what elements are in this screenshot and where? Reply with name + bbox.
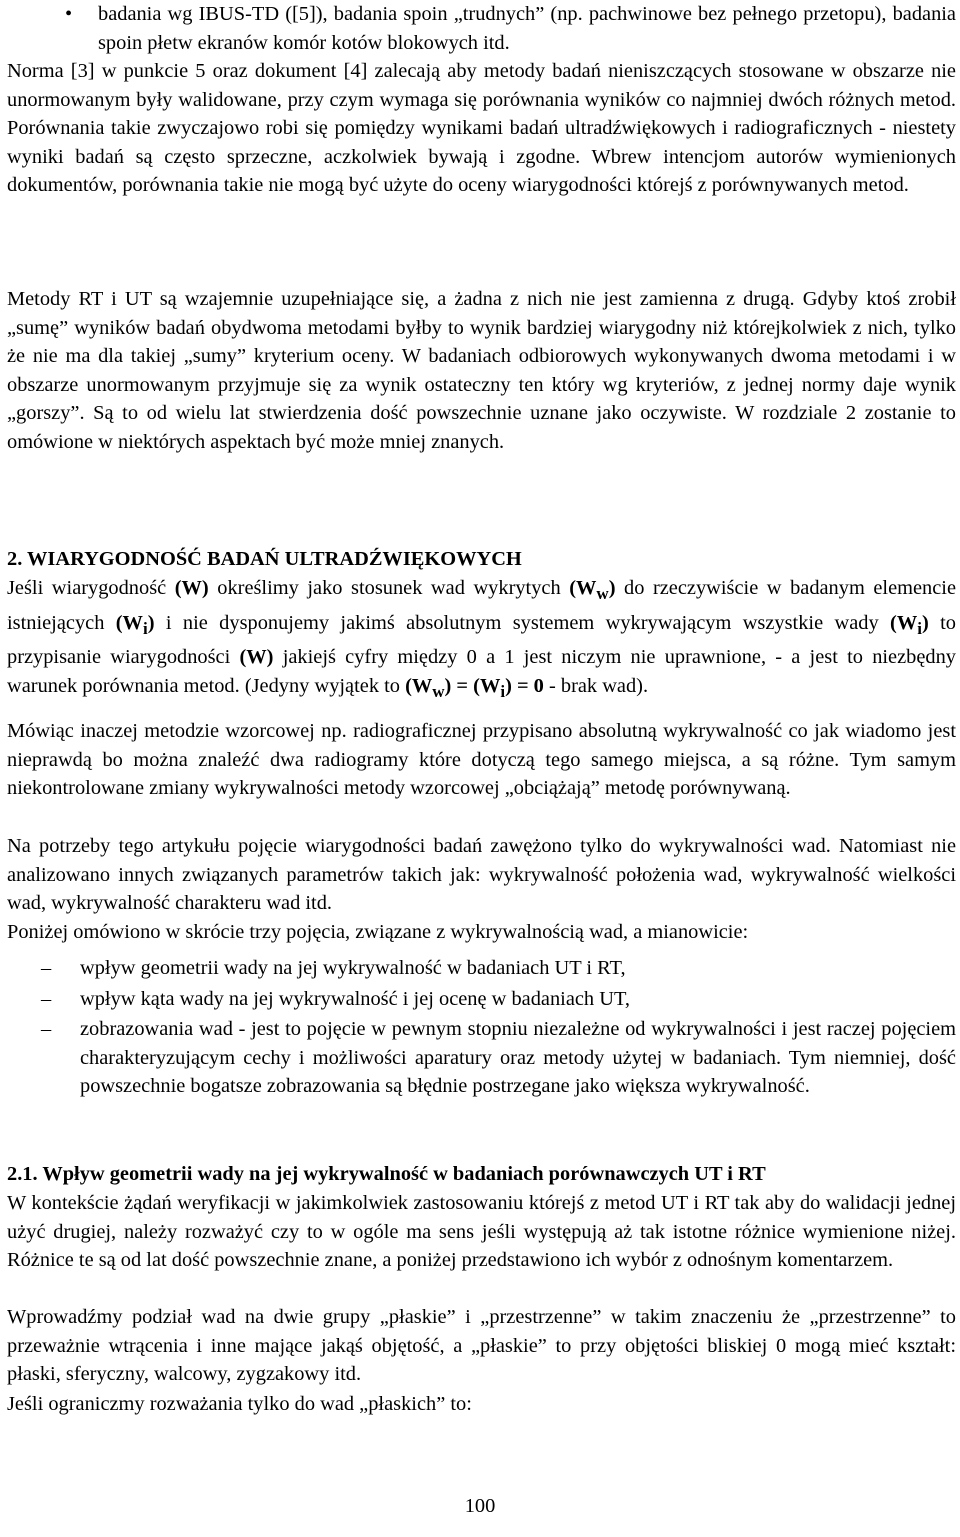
list-item-text: zobrazowania wad - jest to pojęcie w pewnym stopniu niezależne od wykrywalności i jest raczej pojęciem charakteryzującym cechy i możliwości aparatury oraz metody użytej w badaniach. Tym niemniej, dość powszechnie bogatsze zobrazowania są błędnie postrzegane jako większa wykrywalność. bbox=[80, 1018, 956, 1098]
bullet-mark: • bbox=[65, 3, 73, 25]
dash-mark: – bbox=[41, 987, 52, 1010]
paragraph-podzial: Wprowadźmy podział wad na dwie grupy „płaskie” i „przestrzenne” w takim znaczeniu że „przestrzenne” to przeważnie wtrącenia i inne mające jakąś objętość, a „płaskie” to przy objętości bliskiej 0 mogą mieć kształt: płaski, sferyczny, walcowy, zygzakowy itd. bbox=[7, 1306, 956, 1386]
section-heading-2-1: 2.1. Wpływ geometrii wady na jej wykrywalność w badaniach porównawczych UT i RT bbox=[7, 1163, 766, 1185]
paragraph-metody: Metody RT i UT są wzajemnie uzupełniające się, a żadna z nich nie jest zamienna z drugą. Gdyby ktoś zrobił „sumę” wyników badań obydwoma metodami byłby to wynik bardziej wiarygodny niż którejkolwiek z nich, tylko że nie ma dla takiej „sumy” kryterium oceny. W badaniach odbiorowych wykonywanych dwoma metodami i w obszarze unormowanym przyjmuje się za wynik ostateczny ten który wg kryteriów, z jednej normy daje wynik „gorszy”. Są to od wielu lat stwierdzenia dość powszechnie uznane jako oczywiste. W rozdziale 2 zostanie to omówione w niektórych aspektach być może mniej znanych. bbox=[7, 288, 956, 453]
paragraph-plaskie: Jeśli ograniczmy rozważania tylko do wad „płaskich” to: bbox=[7, 1393, 472, 1415]
bullet-item bbox=[7, 0, 956, 57]
dash-list bbox=[7, 954, 956, 1101]
section-heading-2: 2. WIARYGODNOŚĆ BADAŃ ULTRADŹWIĘKOWYCH bbox=[7, 548, 522, 570]
paragraph-ponizej: Poniżej omówiono w skrócie trzy pojęcia, związane z wykrywalnością wad, a mianowicie: bbox=[7, 921, 749, 943]
paragraph-metoda-wzorcowa: Mówiąc inaczej metodzie wzorcowej np. radiograficznej przypisano absolutną wykrywalność co jak wiadomo jest nieprawdą bo można znaleźć dwa radiogramy które dotyczą tego samego miejsca, a są różne. Tym samym niekontrolowane zmiany wykrywalności metody wzorcowej „obciążają” metodę porównywaną. bbox=[7, 720, 956, 800]
page-number: 100 bbox=[464, 1495, 496, 1517]
list-item bbox=[7, 985, 956, 1014]
list-item bbox=[7, 954, 956, 983]
paragraph-kontekst: W kontekście żądań weryfikacji w jakimkolwiek zastosowaniu którejś z metod UT i RT tak aby do walidacji jednej użyć drugiej, należy rozważyć czy to w ogóle ma sens jeśli występują aż tak istotne różnice wymienione niżej. Różnice te są od lat dość powszechnie znane, a poniżej przedstawiono ich wybór z odnośnym komentarzem. bbox=[7, 1192, 956, 1272]
list-item-text: wpływ geometrii wady na jej wykrywalność w badaniach UT i RT, bbox=[80, 957, 626, 979]
dash-mark: – bbox=[41, 1018, 52, 1041]
bullet-text: badania wg IBUS-TD ([5]), badania spoin „trudnych” (np. pachwinowe bez pełnego przetopu), badania spoin płetw ekranów komór kotów blokowych itd. bbox=[98, 3, 956, 54]
paragraph-na-potrzeby: Na potrzeby tego artykułu pojęcie wiarygodności badań zawężono tylko do wykrywalności wad. Natomiast nie analizowano innych związanych parametrów takich jak: wykrywalność położenia wad, wykrywalność wielkości wad, wykrywalność charakteru wad itd. bbox=[7, 835, 956, 915]
list-item bbox=[7, 1015, 956, 1101]
dash-mark: – bbox=[41, 957, 52, 979]
paragraph-norma: Norma [3] w punkcie 5 oraz dokument [4] zalecają aby metody badań nieniszczących stosowane w obszarze nie unormowanym były walidowane, przy czym wymaga się porównania wyników co najmniej dwóch różnych metod. Porównania takie zwyczajowo robi się pomiędzy wynikami badań ultradźwiękowych i radiograficznych - niestety wyniki badań są często sprzeczne, aczkolwiek bywają i zgodne. Wbrew intencjom autorów wymienionych dokumentów, porównania takie nie mogą być użyte do oceny wiarygodności którejś z porównywanych metod. bbox=[7, 60, 956, 197]
paragraph-wiarygodnosc: Jeśli wiarygodność (W) określimy jako stosunek wad wykrytych $(W_w)$ do rzeczywiście w badanym elemencie istniejących $(W_i)$ i nie dysponujemy jakimś absolutnym systemem wykrywającym wszystkie wady $(W_i)$ to przypisanie wiarygodności (W) jakiejś cyfry między 0 a 1 jest niczym nie uprawnione, - a jest to niezbędny warunek porównania metod. (Jedyny wyjątek to $(W_w) = (W_i) = 0$ - brak wad). bbox=[7, 577, 956, 702]
list-item-text: wpływ kąta wady na jej wykrywalność i jej ocenę w badaniach UT, bbox=[80, 987, 630, 1010]
